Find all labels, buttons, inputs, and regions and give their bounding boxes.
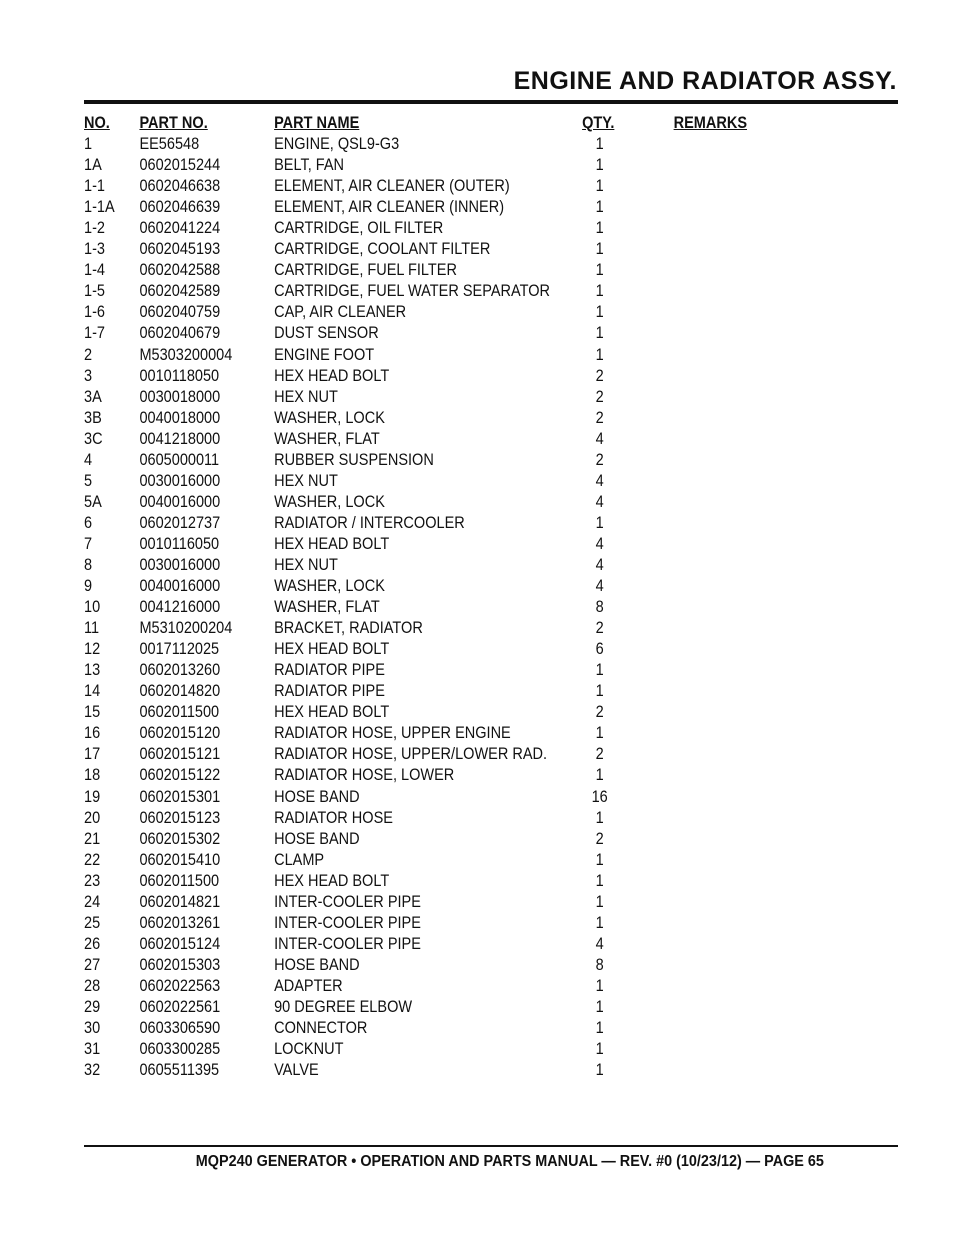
cell-part-name: HEX HEAD BOLT xyxy=(274,871,390,890)
cell-no: 22 xyxy=(84,850,101,869)
table-row xyxy=(84,618,784,639)
table-row xyxy=(84,471,784,492)
cell-no: 10 xyxy=(84,598,101,617)
cell-part-name: 90 DEGREE ELBOW xyxy=(274,997,413,1016)
cell-no: 2 xyxy=(84,345,93,364)
cell-qty: 4 xyxy=(595,471,604,490)
cell-qty: 6 xyxy=(595,640,604,659)
table-row xyxy=(84,260,784,281)
table-row xyxy=(84,239,784,260)
cell-part-name: ENGINE, QSL9-G3 xyxy=(274,135,400,154)
cell-no: 6 xyxy=(84,513,93,532)
cell-no: 8 xyxy=(84,556,93,574)
cell-part-name: RADIATOR HOSE, UPPER/LOWER RAD. xyxy=(274,745,548,764)
cell-qty: 1 xyxy=(595,324,604,343)
cell-qty: 1 xyxy=(595,156,604,175)
cell-qty: 1 xyxy=(595,282,604,301)
cell-qty: 1 xyxy=(595,976,604,995)
cell-part-no: 0602015122 xyxy=(139,766,221,785)
cell-no: 12 xyxy=(84,640,101,659)
cell-no: 11 xyxy=(84,619,100,638)
cell-qty: 1 xyxy=(595,1061,604,1080)
cell-qty: 4 xyxy=(595,429,604,448)
cell-no: 27 xyxy=(84,955,101,974)
cell-part-name: BRACKET, RADIATOR xyxy=(274,619,423,638)
table-row xyxy=(84,513,784,534)
table-row xyxy=(84,345,784,366)
cell-qty: 2 xyxy=(595,703,604,722)
cell-no: 3A xyxy=(84,387,102,406)
cell-qty: 1 xyxy=(595,850,604,869)
table-row xyxy=(84,323,784,344)
cell-no: 1-4 xyxy=(84,261,105,280)
table-row xyxy=(84,218,784,239)
cell-part-no: 0602015410 xyxy=(139,850,221,869)
cell-no: 23 xyxy=(84,871,101,890)
cell-part-name: HEX HEAD BOLT xyxy=(274,703,390,722)
cell-part-no: 0602042588 xyxy=(139,261,221,280)
cell-qty: 1 xyxy=(595,303,604,322)
cell-no: 28 xyxy=(84,976,101,995)
header-remarks: REMARKS xyxy=(673,114,748,133)
table-row xyxy=(84,1060,784,1081)
cell-part-name: INTER-COOLER PIPE xyxy=(274,934,421,953)
table-row xyxy=(84,450,784,471)
cell-no: 1-1 xyxy=(84,177,105,196)
cell-no: 20 xyxy=(84,808,101,827)
table-row xyxy=(84,534,784,555)
cell-no: 16 xyxy=(84,724,101,743)
cell-part-name: CAP, AIR CLEANER xyxy=(274,303,407,322)
cell-part-name: RADIATOR / INTERCOOLER xyxy=(274,513,465,532)
cell-part-name: CARTRIDGE, OIL FILTER xyxy=(274,219,444,238)
cell-part-name: HEX HEAD BOLT xyxy=(274,366,390,385)
cell-no: 1-5 xyxy=(84,282,105,301)
cell-part-name: ENGINE FOOT xyxy=(274,345,375,364)
cell-part-name: ELEMENT, AIR CLEANER (INNER) xyxy=(274,198,505,217)
cell-part-name: HEX NUT xyxy=(274,556,338,574)
cell-part-name: RADIATOR PIPE xyxy=(274,682,385,701)
cell-no: 26 xyxy=(84,934,101,953)
cell-qty: 4 xyxy=(595,556,604,574)
cell-no: 1 xyxy=(84,135,93,154)
cell-qty: 2 xyxy=(595,619,604,638)
cell-part-no: 0602015124 xyxy=(139,934,221,953)
cell-part-name: RADIATOR HOSE xyxy=(274,808,393,827)
cell-part-no: 0602015303 xyxy=(139,955,221,974)
cell-part-no: 0602040679 xyxy=(139,324,221,343)
cell-no: 1A xyxy=(84,156,102,175)
cell-part-no: 0010116050 xyxy=(139,534,220,553)
cell-no: 3C xyxy=(84,429,103,448)
cell-part-name: HOSE BAND xyxy=(274,955,360,974)
cell-part-name: WASHER, FLAT xyxy=(274,429,380,448)
cell-part-name: CARTRIDGE, FUEL FILTER xyxy=(274,261,457,280)
table-row xyxy=(84,429,784,450)
cell-part-no: 0602041224 xyxy=(139,219,221,238)
cell-part-no: 0605511395 xyxy=(139,1061,220,1080)
cell-qty: 2 xyxy=(595,745,604,764)
cell-part-no: 0602042589 xyxy=(139,282,221,301)
cell-no: 1-3 xyxy=(84,240,105,259)
cell-part-name: INTER-COOLER PIPE xyxy=(274,913,421,932)
table-row xyxy=(84,913,784,934)
cell-part-name: CONNECTOR xyxy=(274,1019,368,1038)
table-row xyxy=(84,197,784,218)
cell-no: 30 xyxy=(84,1019,101,1038)
cell-qty: 1 xyxy=(595,345,604,364)
cell-part-no: 0602040759 xyxy=(139,303,221,322)
cell-no: 17 xyxy=(84,745,101,764)
cell-qty: 16 xyxy=(591,787,608,806)
cell-qty: 8 xyxy=(595,598,604,617)
cell-qty: 1 xyxy=(595,1019,604,1038)
parts-table xyxy=(84,113,784,1081)
table-row xyxy=(84,723,784,744)
cell-part-name: RADIATOR HOSE, LOWER xyxy=(274,766,455,785)
cell-qty: 8 xyxy=(595,955,604,974)
cell-qty: 1 xyxy=(595,513,604,532)
table-header-row xyxy=(84,113,784,134)
cell-part-no: 0602015123 xyxy=(139,808,221,827)
table-row xyxy=(84,492,784,513)
cell-no: 3 xyxy=(84,366,93,385)
cell-qty: 1 xyxy=(595,1040,604,1059)
cell-part-name: DUST SENSOR xyxy=(274,324,379,343)
cell-no: 19 xyxy=(84,787,101,806)
cell-part-name: BELT, FAN xyxy=(274,156,345,175)
cell-qty: 1 xyxy=(595,240,604,259)
table-row xyxy=(84,366,784,387)
cell-no: 1-2 xyxy=(84,219,105,238)
table-row xyxy=(84,660,784,681)
cell-qty: 1 xyxy=(595,177,604,196)
page-footer: MQP240 GENERATOR • OPERATION AND PARTS MANUAL — REV. #0 (10/23/12) — PAGE 65 xyxy=(195,1153,824,1170)
table-row xyxy=(84,408,784,429)
table-row xyxy=(84,155,784,176)
cell-no: 5A xyxy=(84,492,102,511)
table-body xyxy=(84,134,784,1081)
cell-part-no: 0602014821 xyxy=(139,892,221,911)
cell-part-name: RUBBER SUSPENSION xyxy=(274,450,434,469)
cell-qty: 2 xyxy=(595,450,604,469)
cell-qty: 4 xyxy=(595,577,604,596)
cell-qty: 1 xyxy=(595,808,604,827)
cell-part-no: M5303200004 xyxy=(139,345,233,364)
table-row xyxy=(84,302,784,323)
cell-part-no: 0603300285 xyxy=(139,1040,221,1059)
cell-part-no: 0602022563 xyxy=(139,976,221,995)
table-row xyxy=(84,787,784,808)
title-divider xyxy=(84,100,898,104)
page-title: ENGINE AND RADIATOR ASSY. xyxy=(513,67,897,95)
cell-part-no: EE56548 xyxy=(139,135,200,154)
table-row xyxy=(84,892,784,913)
header-part-name: PART NAME xyxy=(274,114,360,133)
cell-part-name: ADAPTER xyxy=(274,976,343,995)
cell-no: 1-6 xyxy=(84,303,105,322)
cell-qty: 2 xyxy=(595,387,604,406)
cell-no: 14 xyxy=(84,682,101,701)
cell-no: 1-7 xyxy=(84,324,105,343)
cell-part-name: INTER-COOLER PIPE xyxy=(274,892,421,911)
table-row xyxy=(84,850,784,871)
cell-part-name: HEX HEAD BOLT xyxy=(274,534,390,553)
cell-part-name: ELEMENT, AIR CLEANER (OUTER) xyxy=(274,177,510,196)
cell-qty: 2 xyxy=(595,366,604,385)
table-row xyxy=(84,281,784,302)
cell-part-no: 0603306590 xyxy=(139,1019,221,1038)
cell-no: 9 xyxy=(84,577,93,596)
table-row xyxy=(84,997,784,1018)
table-row xyxy=(84,871,784,892)
table-row xyxy=(84,387,784,408)
cell-no: 4 xyxy=(84,450,93,469)
cell-qty: 1 xyxy=(595,913,604,932)
header-part-no: PART NO. xyxy=(139,114,208,133)
cell-part-name: HOSE BAND xyxy=(274,787,360,806)
cell-no: 32 xyxy=(84,1061,101,1080)
header-qty: QTY. xyxy=(582,114,615,133)
cell-no: 21 xyxy=(84,829,101,848)
cell-qty: 1 xyxy=(595,661,604,680)
cell-no: 7 xyxy=(84,534,93,553)
cell-qty: 1 xyxy=(595,997,604,1016)
cell-part-no: 0602012737 xyxy=(139,513,221,532)
cell-part-no: 0040016000 xyxy=(139,577,221,596)
cell-part-name: HOSE BAND xyxy=(274,829,360,848)
table-row xyxy=(84,976,784,997)
cell-qty: 1 xyxy=(595,766,604,785)
cell-qty: 1 xyxy=(595,198,604,217)
cell-part-name: LOCKNUT xyxy=(274,1040,344,1059)
cell-qty: 1 xyxy=(595,135,604,154)
table-row xyxy=(84,744,784,765)
cell-no: 29 xyxy=(84,997,101,1016)
cell-part-no: 0602013261 xyxy=(139,913,221,932)
table-row xyxy=(84,576,784,597)
cell-part-no: 0030016000 xyxy=(139,471,221,490)
cell-part-no: 0040016000 xyxy=(139,492,221,511)
table-row xyxy=(84,597,784,618)
cell-part-no: 0605000011 xyxy=(139,450,220,469)
cell-no: 25 xyxy=(84,913,101,932)
cell-part-no: 0602013260 xyxy=(139,661,221,680)
table-row xyxy=(84,639,784,660)
cell-part-name: WASHER, LOCK xyxy=(274,408,385,427)
cell-qty: 4 xyxy=(595,534,604,553)
cell-part-no: 0602014820 xyxy=(139,682,221,701)
cell-part-no: 0602015121 xyxy=(139,745,221,764)
cell-qty: 4 xyxy=(595,492,604,511)
cell-part-name: WASHER, LOCK xyxy=(274,492,385,511)
footer-divider xyxy=(84,1145,898,1147)
cell-part-no: 0602015302 xyxy=(139,829,221,848)
cell-part-no: 0602015120 xyxy=(139,724,221,743)
cell-qty: 1 xyxy=(595,724,604,743)
cell-qty: 2 xyxy=(595,408,604,427)
cell-part-no: 0602015301 xyxy=(139,787,221,806)
cell-part-name: CARTRIDGE, COOLANT FILTER xyxy=(274,240,491,259)
table-row xyxy=(84,1018,784,1039)
table-row xyxy=(84,134,784,155)
cell-qty: 1 xyxy=(595,682,604,701)
cell-part-no: 0602045193 xyxy=(139,240,221,259)
cell-part-no: 0030018000 xyxy=(139,387,221,406)
table-row xyxy=(84,555,784,576)
cell-qty: 1 xyxy=(595,261,604,280)
cell-part-name: HEX HEAD BOLT xyxy=(274,640,390,659)
cell-part-name: RADIATOR HOSE, UPPER ENGINE xyxy=(274,724,511,743)
cell-part-no: 0041218000 xyxy=(139,429,221,448)
cell-part-no: 0602046639 xyxy=(139,198,221,217)
cell-part-no: 0030016000 xyxy=(139,556,221,574)
cell-qty: 4 xyxy=(595,934,604,953)
cell-no: 15 xyxy=(84,703,101,722)
cell-no: 5 xyxy=(84,471,93,490)
table-row xyxy=(84,934,784,955)
cell-qty: 1 xyxy=(595,219,604,238)
cell-part-no: 0602011500 xyxy=(139,703,220,722)
cell-part-no: 0010118050 xyxy=(139,366,220,385)
cell-part-name: WASHER, LOCK xyxy=(274,577,385,596)
cell-no: 3B xyxy=(84,408,102,427)
table-row xyxy=(84,176,784,197)
cell-part-no: 0017112025 xyxy=(139,640,220,659)
table-row xyxy=(84,808,784,829)
cell-qty: 1 xyxy=(595,892,604,911)
table-row xyxy=(84,681,784,702)
cell-part-name: CLAMP xyxy=(274,850,325,869)
cell-part-no: 0602022561 xyxy=(139,997,221,1016)
header-no: NO. xyxy=(84,114,110,133)
cell-part-no: 0602011500 xyxy=(139,871,220,890)
cell-part-no: 0040018000 xyxy=(139,408,221,427)
cell-no: 1-1A xyxy=(84,198,115,217)
table-row xyxy=(84,955,784,976)
table-row xyxy=(84,702,784,723)
cell-part-no: 0602046638 xyxy=(139,177,221,196)
cell-part-name: RADIATOR PIPE xyxy=(274,661,385,680)
cell-part-no: 0602015244 xyxy=(139,156,221,175)
cell-part-name: CARTRIDGE, FUEL WATER SEPARATOR xyxy=(274,282,551,301)
table-row xyxy=(84,1039,784,1060)
cell-part-name: WASHER, FLAT xyxy=(274,598,380,617)
cell-no: 24 xyxy=(84,892,101,911)
cell-part-no: M5310200204 xyxy=(139,619,233,638)
cell-part-name: HEX NUT xyxy=(274,387,338,406)
table-row xyxy=(84,765,784,786)
cell-part-no: 0041216000 xyxy=(139,598,221,617)
cell-no: 31 xyxy=(84,1040,101,1059)
cell-no: 18 xyxy=(84,766,101,785)
table-row xyxy=(84,829,784,850)
cell-part-name: HEX NUT xyxy=(274,471,338,490)
cell-no: 13 xyxy=(84,661,101,680)
cell-part-name: VALVE xyxy=(274,1061,319,1080)
cell-qty: 1 xyxy=(595,871,604,890)
cell-qty: 2 xyxy=(595,829,604,848)
